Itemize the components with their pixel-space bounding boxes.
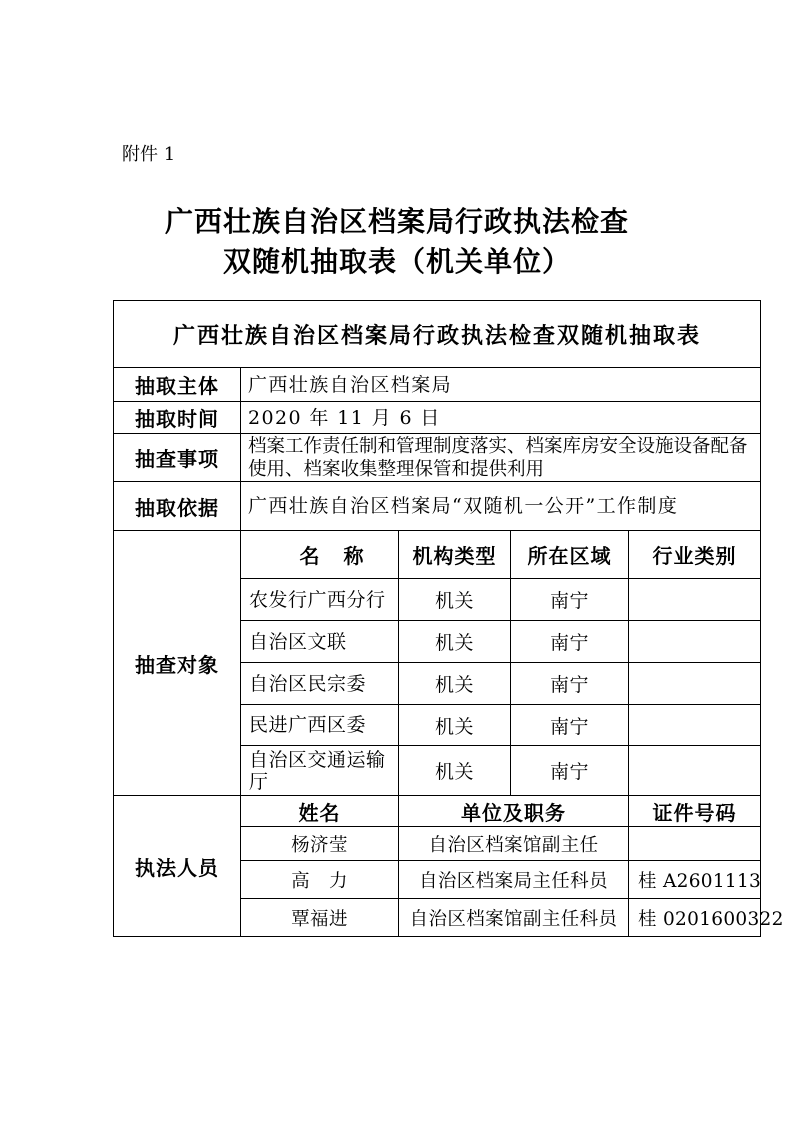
targets-header-name: 名称 xyxy=(241,531,399,579)
officers-header-id: 证件号码 xyxy=(629,796,761,827)
officers-label: 执法人员 xyxy=(114,796,241,937)
officers-header-position: 单位及职务 xyxy=(399,796,629,827)
info-row-basis xyxy=(114,482,761,531)
table-caption-row xyxy=(114,301,761,368)
info-row-items xyxy=(114,434,761,482)
info-label: 抽取时间 xyxy=(114,402,241,434)
target-name: 自治区交通运输厅 xyxy=(249,748,386,793)
target-type: 机关 xyxy=(399,705,511,746)
targets-label: 抽查对象 xyxy=(114,531,241,796)
table-caption: 广西壮族自治区档案局行政执法检查双随机抽取表 xyxy=(114,301,761,368)
officers-header-name: 姓名 xyxy=(241,796,399,827)
officer-name: 高 力 xyxy=(241,861,399,899)
target-region: 南宁 xyxy=(511,663,629,705)
target-type: 机关 xyxy=(399,579,511,621)
sampling-table xyxy=(113,300,784,937)
officer-name: 杨济莹 xyxy=(241,827,399,861)
info-value: 广西壮族自治区档案局“双随机一公开”工作制度 xyxy=(241,482,761,531)
info-value-cell xyxy=(241,434,761,482)
officers-header-row xyxy=(114,796,761,827)
target-industry xyxy=(629,579,761,621)
targets-header-industry: 行业类别 xyxy=(629,531,761,579)
targets-header-region: 所在区域 xyxy=(511,531,629,579)
target-region: 南宁 xyxy=(511,579,629,621)
target-type: 机关 xyxy=(399,746,511,796)
target-name: 自治区民宗委 xyxy=(241,663,399,705)
targets-header-type: 机构类型 xyxy=(399,531,511,579)
info-label: 抽取主体 xyxy=(114,368,241,402)
document-title xyxy=(0,202,794,282)
target-region: 南宁 xyxy=(511,746,629,796)
attachment-label: 附件 1 xyxy=(122,144,176,165)
officer-position: 自治区档案局主任科员 xyxy=(399,861,629,899)
target-type: 机关 xyxy=(399,621,511,663)
target-name: 农发行广西分行 xyxy=(241,579,399,621)
info-label: 抽取依据 xyxy=(114,482,241,531)
info-row-subject xyxy=(114,368,761,402)
info-value: 广西壮族自治区档案局 xyxy=(241,368,761,402)
target-name: 自治区文联 xyxy=(241,621,399,663)
info-row-date xyxy=(114,402,761,434)
officer-id: 桂 0201600322 xyxy=(629,899,761,937)
info-label: 抽查事项 xyxy=(114,434,241,482)
target-region: 南宁 xyxy=(511,705,629,746)
target-name-cell xyxy=(241,746,399,796)
target-industry xyxy=(629,663,761,705)
target-region: 南宁 xyxy=(511,621,629,663)
officer-position: 自治区档案馆副主任 xyxy=(399,827,629,861)
officer-position: 自治区档案馆副主任科员 xyxy=(399,899,629,937)
target-industry xyxy=(629,621,761,663)
info-value: 2020 年 11 月 6 日 xyxy=(241,402,761,434)
officer-id xyxy=(629,827,761,861)
target-type: 机关 xyxy=(399,663,511,705)
target-industry xyxy=(629,746,761,796)
target-name: 民进广西区委 xyxy=(241,705,399,746)
officer-name: 覃福进 xyxy=(241,899,399,937)
targets-header-row xyxy=(114,531,761,579)
title-line-1: 广西壮族自治区档案局行政执法检查 xyxy=(164,205,629,238)
target-industry xyxy=(629,705,761,746)
info-value: 档案工作责任制和管理制度落实、档案库房安全设施设备配备使用、档案收集整理保管和提供利用 xyxy=(248,435,748,480)
officer-id: 桂 A2601113 xyxy=(629,861,761,899)
title-line-2: 双随机抽取表（机关单位） xyxy=(222,245,571,278)
